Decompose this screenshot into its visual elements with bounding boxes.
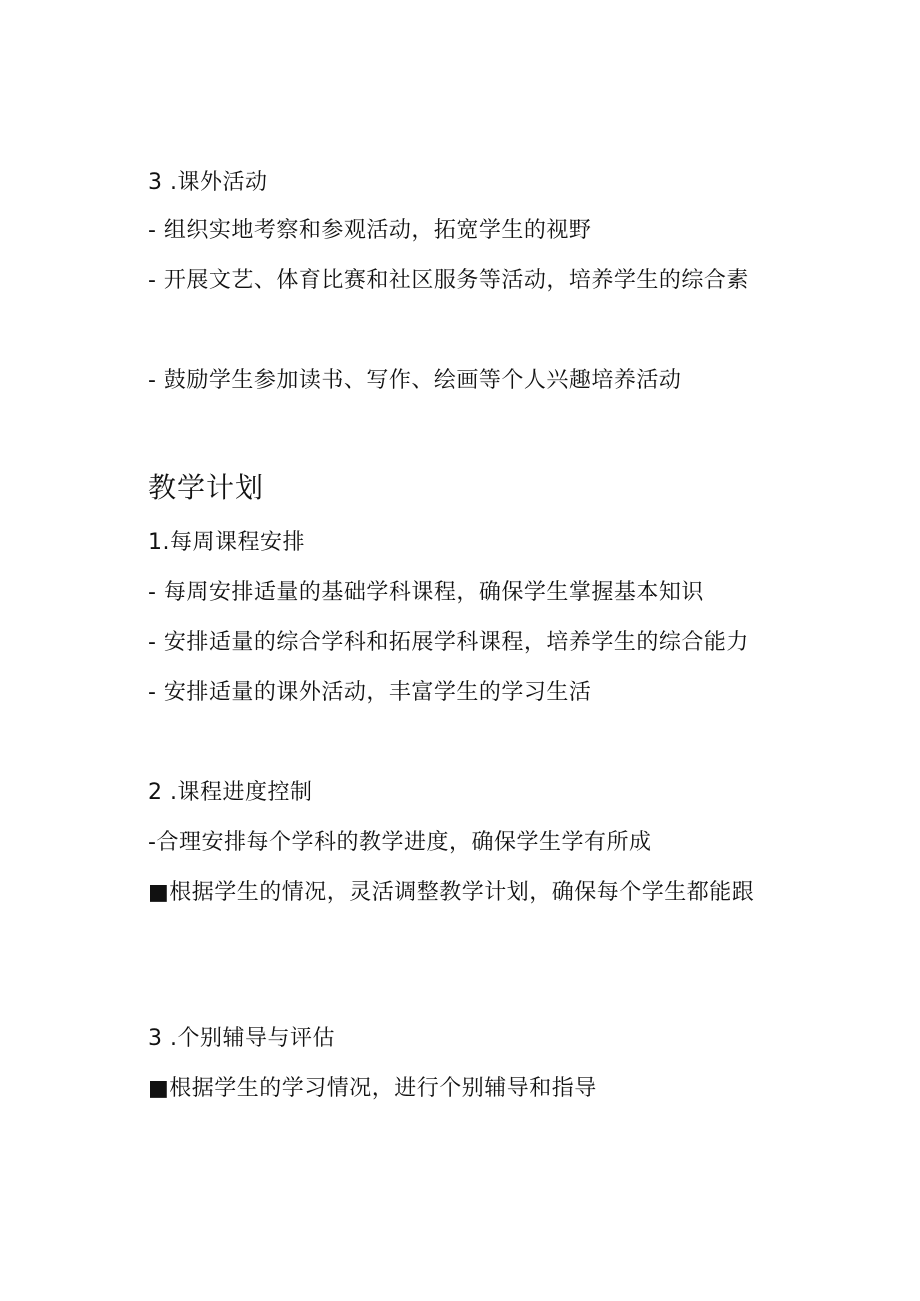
progress-item-1: -合理安排每个学科的教学进度，确保学生学有所成 [148,830,652,855]
weekly-title: 1.每周课程安排 [148,530,305,555]
weekly-item-2: - 安排适量的综合学科和拓展学科课程，培养学生的综合能力 [148,630,749,655]
tutoring-item-1: ■根据学生的学习情况，进行个别辅导和指导 [148,1076,597,1101]
progress-item-2: ■根据学生的情况，灵活调整教学计划，确保每个学生都能跟 [148,880,755,905]
activities-title: 3 .课外活动 [148,170,268,195]
activities-item-1: - 组织实地考察和参观活动，拓宽学生的视野 [148,218,592,243]
weekly-item-3: - 安排适量的课外活动，丰富学生的学习生活 [148,680,592,705]
weekly-item-1: - 每周安排适量的基础学科课程，确保学生掌握基本知识 [148,580,704,605]
progress-title: 2 .课程进度控制 [148,780,313,805]
teaching-plan-heading: 教学计划 [148,471,265,504]
tutoring-title: 3 .个别辅导与评估 [148,1026,335,1051]
activities-item-3: - 鼓励学生参加读书、写作、绘画等个人兴趣培养活动 [148,368,682,393]
activities-item-2: - 开展文艺、体育比赛和社区服务等活动，培养学生的综合素 [148,268,749,293]
